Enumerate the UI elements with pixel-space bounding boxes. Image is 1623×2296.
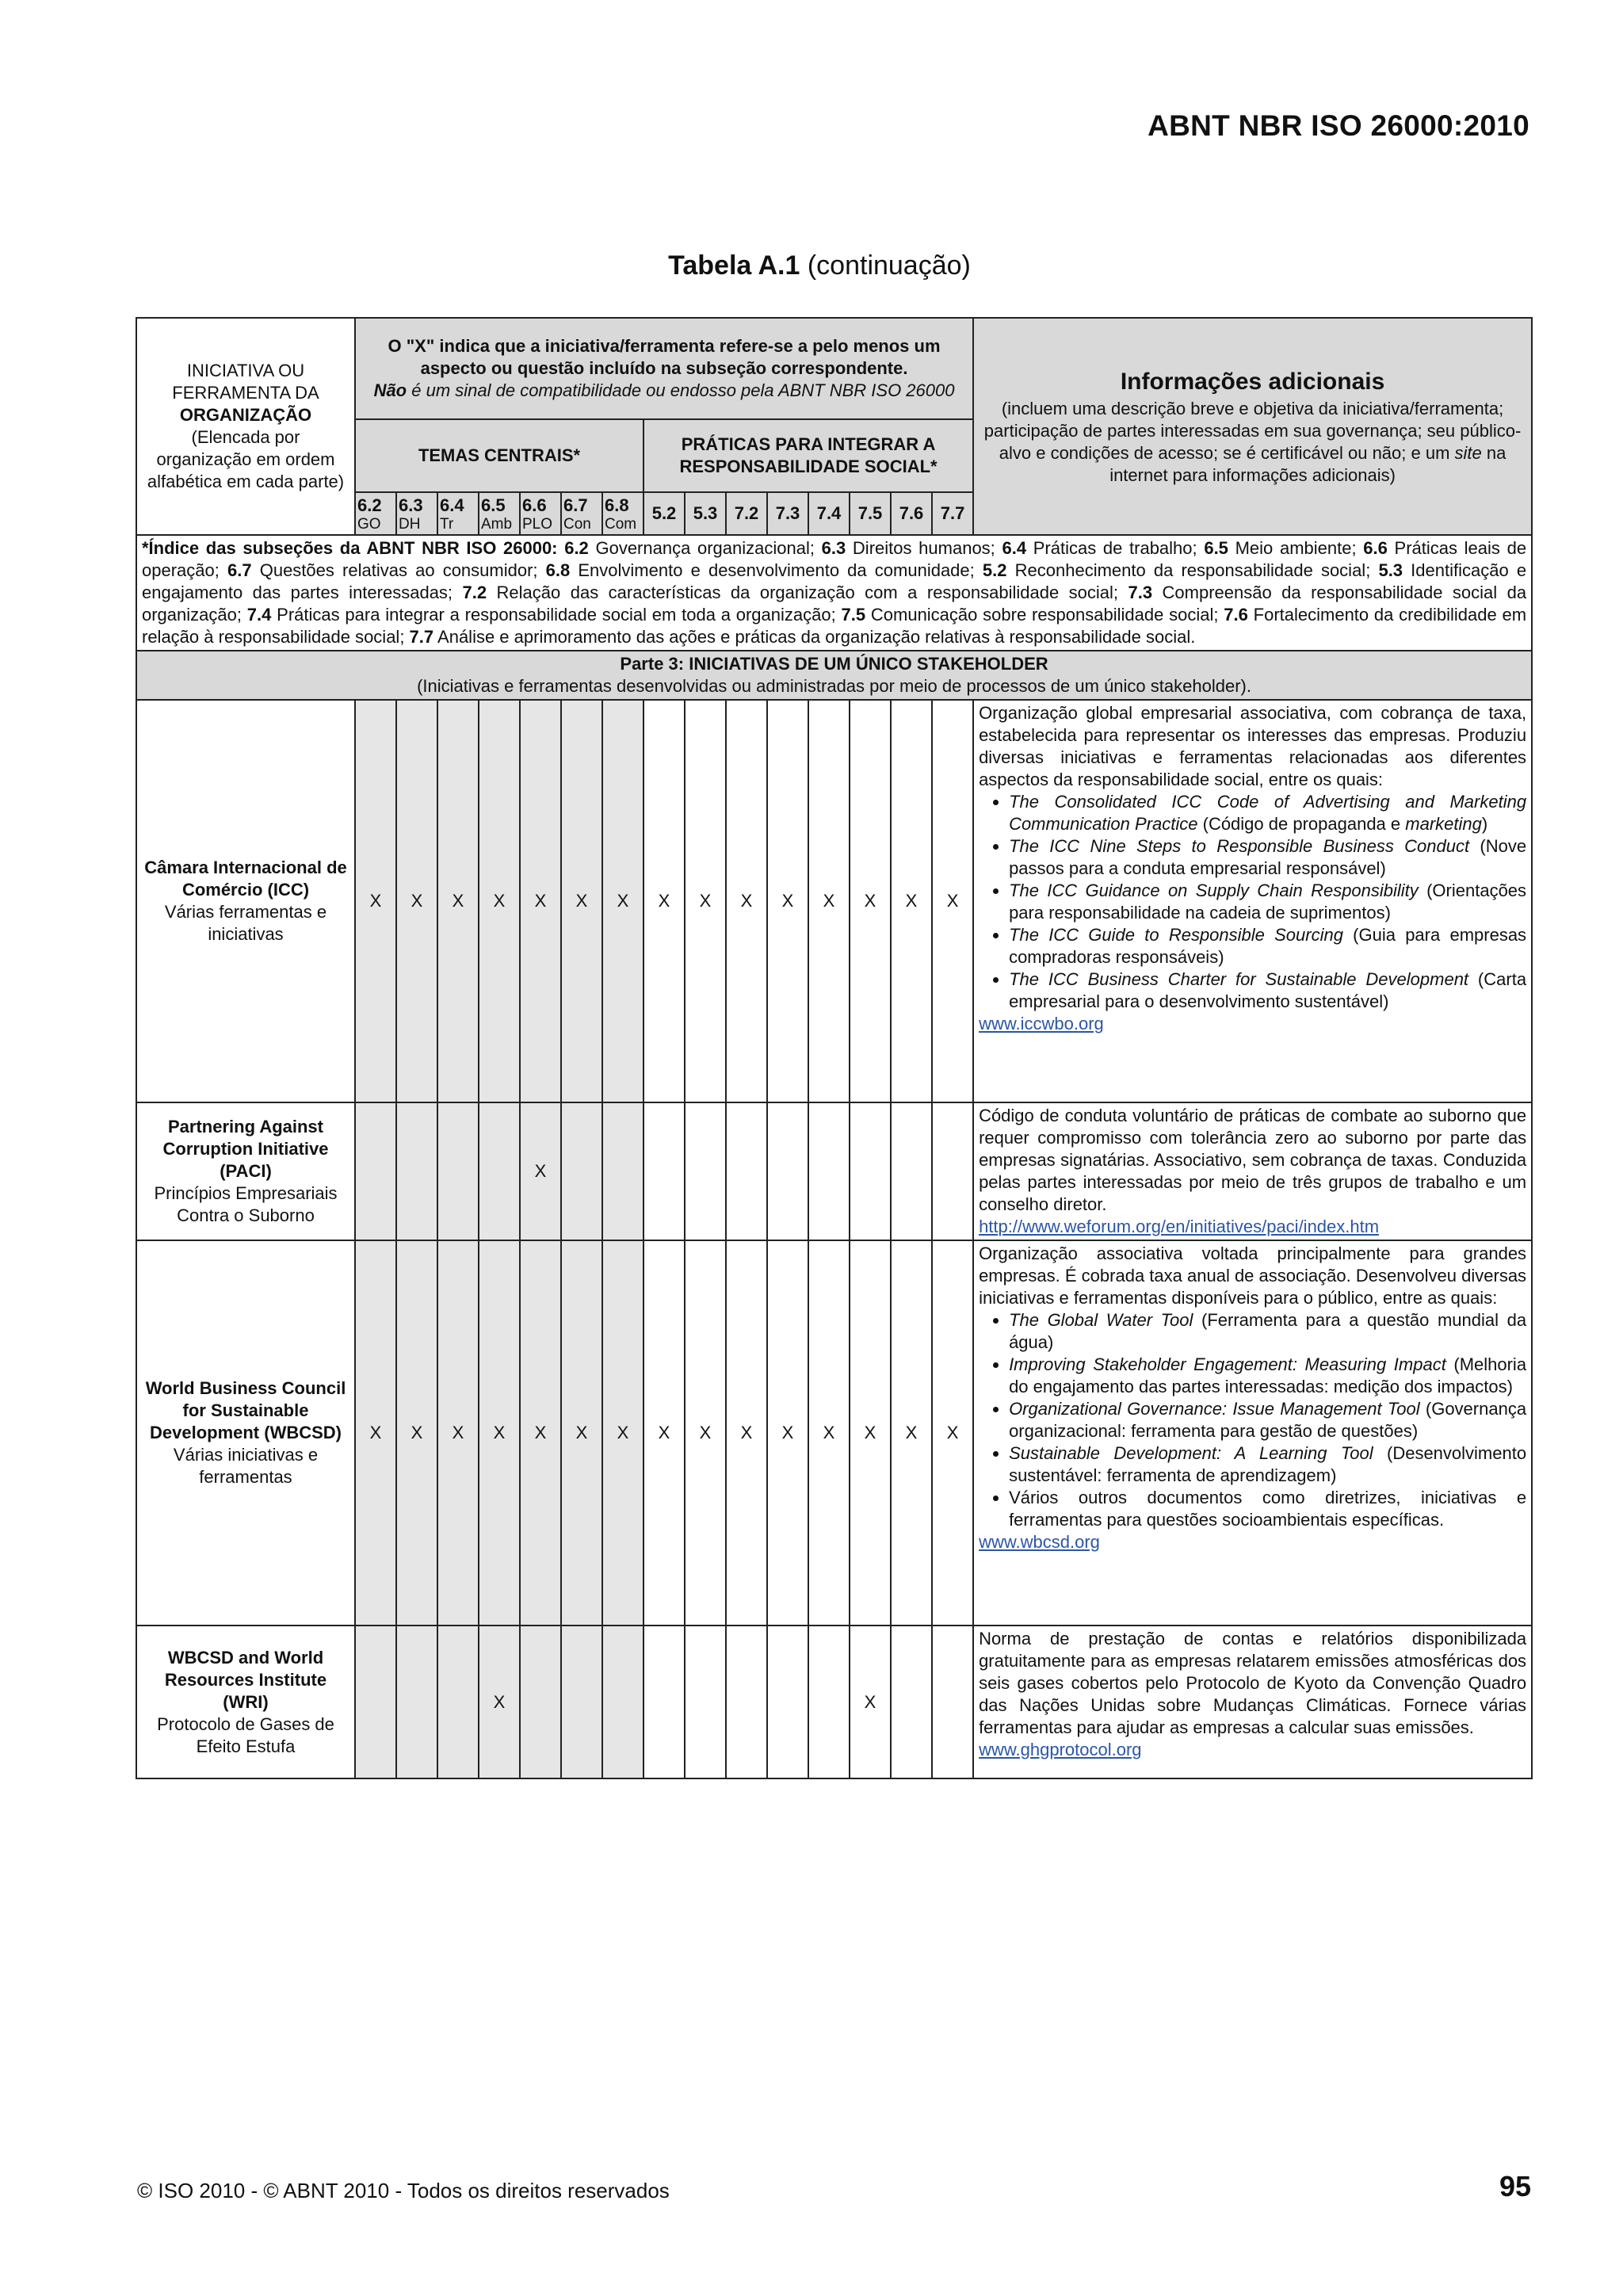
mark-cell: X bbox=[561, 700, 602, 1102]
organization-name: Câmara Internacional de Comércio (ICC) bbox=[144, 858, 347, 900]
footer-copyright: © ISO 2010 - © ABNT 2010 - Todos os direitos reservados bbox=[137, 2179, 670, 2202]
tool-name: The ICC Business Charter for Sustainable Development bbox=[1009, 969, 1469, 989]
mark-cell bbox=[561, 1102, 602, 1240]
legend-key: 6.4 bbox=[1002, 538, 1027, 558]
tool-name: Organizational Governance: Issue Management Tool bbox=[1009, 1399, 1420, 1419]
mark-cell bbox=[808, 1626, 850, 1778]
core-theme-number: 6.4 bbox=[440, 495, 464, 515]
description-cell bbox=[973, 1102, 1532, 1240]
tool-translation: (Carta empresarial para o desenvolvimento sustentável) bbox=[1009, 969, 1527, 1011]
praticas-header bbox=[643, 419, 973, 492]
website-link[interactable]: www.iccwbo.org bbox=[979, 1014, 1104, 1033]
legend-value: Direitos humanos; bbox=[846, 538, 1002, 558]
core-theme-code bbox=[396, 492, 437, 535]
x-legend-bold: O "X" indica que a iniciativa/ferramenta refere-se a pelo menos um aspecto ou questão incluído na subseção correspondente. bbox=[388, 336, 941, 378]
practice-code: 5.2 bbox=[643, 492, 685, 535]
core-theme-abbr: DH bbox=[399, 516, 421, 533]
list-item bbox=[1009, 924, 1526, 968]
tool-name: The ICC Nine Steps to Responsible Business Conduct bbox=[1009, 836, 1470, 856]
website-link[interactable]: www.ghgprotocol.org bbox=[979, 1740, 1142, 1759]
part-subtitle: (Iniciativas e ferramentas desenvolvidas ou administradas por meio de processos de um único stakeholder). bbox=[417, 676, 1251, 696]
legend-value: Práticas para integrar a responsabilidade social em toda a organização; bbox=[271, 605, 842, 625]
list-item bbox=[1009, 835, 1526, 880]
part-title: Parte 3: INICIATIVAS DE UM ÚNICO STAKEHOLDER bbox=[620, 654, 1048, 674]
mark-cell: X bbox=[643, 700, 685, 1102]
core-theme-abbr: Tr bbox=[440, 516, 454, 533]
mark-cell bbox=[561, 1626, 602, 1778]
mark-cell: X bbox=[685, 700, 726, 1102]
table-row bbox=[136, 1240, 1532, 1626]
info-text-end: na internet para informações adicionais) bbox=[1109, 443, 1507, 485]
tool-translation-italic: marketing bbox=[1405, 814, 1482, 834]
mark-cell bbox=[685, 1626, 726, 1778]
mark-cell: X bbox=[808, 1240, 850, 1626]
temas-centrais-header: TEMAS CENTRAIS* bbox=[355, 419, 643, 492]
mark-cell bbox=[479, 1102, 520, 1240]
core-theme-code bbox=[479, 492, 520, 535]
legend-value: Meio ambiente; bbox=[1228, 538, 1364, 558]
tool-list bbox=[979, 1309, 1526, 1531]
legend-value: Questões relativas ao consumidor; bbox=[251, 560, 546, 580]
initiative-header-line: ORGANIZAÇÃO bbox=[179, 405, 312, 425]
core-theme-code bbox=[355, 492, 396, 535]
core-theme-abbr: PLO bbox=[522, 516, 553, 533]
description-text: Organização global empresarial associativa, com cobrança de taxa, estabelecida para representar os interesses das empresas. Produziu diversas iniciativas e ferramentas relacionadas aos diferentes aspectos da responsabilidade social, entre os quais: bbox=[979, 703, 1527, 789]
mark-cell: X bbox=[726, 1240, 767, 1626]
mark-cell bbox=[643, 1626, 685, 1778]
description-cell bbox=[973, 1626, 1532, 1778]
mark-cell: X bbox=[891, 1240, 932, 1626]
table-row bbox=[136, 1626, 1532, 1778]
legend-value: Relação das características da organização com a responsabilidade social; bbox=[487, 583, 1128, 602]
core-theme-code bbox=[437, 492, 479, 535]
mark-cell bbox=[850, 1102, 891, 1240]
mark-cell: X bbox=[932, 700, 973, 1102]
legend-value: Práticas de trabalho; bbox=[1026, 538, 1205, 558]
tool-translation: Vários outros documentos como diretrizes, iniciativas e ferramentas para questões socioambientais específicas. bbox=[1009, 1488, 1527, 1530]
website-link[interactable]: http://www.weforum.org/en/initiatives/paci/index.htm bbox=[979, 1217, 1380, 1236]
x-legend-note bbox=[355, 318, 973, 419]
core-theme-abbr: GO bbox=[357, 516, 381, 533]
mark-cell: X bbox=[850, 1626, 891, 1778]
mark-cell bbox=[932, 1626, 973, 1778]
legend-key: 6.5 bbox=[1204, 538, 1228, 558]
organization-tool: Protocolo de Gases de Efeito Estufa bbox=[157, 1713, 334, 1756]
page-number: 95 bbox=[1499, 2170, 1531, 2202]
list-item bbox=[1009, 1442, 1526, 1487]
info-column-header bbox=[973, 318, 1532, 535]
praticas-line: PRÁTICAS PARA INTEGRAR A bbox=[681, 434, 936, 454]
tool-translation: (Governança organizacional: ferramenta para gestão de questões) bbox=[1009, 1399, 1527, 1441]
praticas-line: RESPONSABILIDADE SOCIAL* bbox=[679, 457, 938, 476]
list-item bbox=[1009, 1309, 1526, 1354]
tool-name: The Consolidated ICC Code of Advertising and Marketing Communication Practice bbox=[1009, 792, 1527, 834]
initiative-header-line: FERRAMENTA DA bbox=[172, 383, 319, 403]
mark-cell: X bbox=[437, 1240, 479, 1626]
list-item bbox=[1009, 1398, 1526, 1442]
mark-cell: X bbox=[932, 1240, 973, 1626]
mark-cell: X bbox=[808, 700, 850, 1102]
mark-cell: X bbox=[520, 1102, 561, 1240]
mark-cell: X bbox=[767, 1240, 808, 1626]
initiative-column-header bbox=[136, 318, 355, 535]
mark-cell bbox=[437, 1102, 479, 1240]
info-title: Informações adicionais bbox=[1120, 369, 1385, 395]
mark-cell bbox=[355, 1102, 396, 1240]
legend-value: Governança organizacional; bbox=[588, 538, 822, 558]
legend-value: Fortalecimento da credibilidade em relação à responsabilidade social; bbox=[142, 605, 1527, 647]
table-row bbox=[136, 700, 1532, 1102]
legend-key: 7.7 bbox=[409, 627, 434, 647]
description-cell bbox=[973, 700, 1532, 1102]
info-text-site: site bbox=[1454, 443, 1482, 463]
legend-value: Reconhecimento da responsabilidade social; bbox=[1006, 560, 1379, 580]
core-theme-number: 6.6 bbox=[522, 495, 547, 515]
mark-cell: X bbox=[520, 700, 561, 1102]
website-link[interactable]: www.wbcsd.org bbox=[979, 1532, 1100, 1552]
mark-cell bbox=[437, 1626, 479, 1778]
mark-cell: X bbox=[726, 700, 767, 1102]
mark-cell: X bbox=[602, 700, 643, 1102]
mark-cell bbox=[891, 1102, 932, 1240]
initiative-header-line: INICIATIVA OU bbox=[186, 361, 305, 380]
info-text: (incluem uma descrição breve e objetiva da iniciativa/ferramenta; participação de partes interessadas em sua governança; seu público-alvo e condições de acesso; se é certificável ou não; e um bbox=[983, 399, 1522, 463]
legend-key: 7.3 bbox=[1128, 583, 1153, 602]
mark-cell bbox=[355, 1626, 396, 1778]
mark-cell: X bbox=[355, 1240, 396, 1626]
organization-cell bbox=[136, 1626, 355, 1778]
legend-value: Compreensão da responsabilidade social da organização; bbox=[142, 583, 1527, 625]
core-theme-number: 6.2 bbox=[357, 495, 382, 515]
organization-name: World Business Council for Sustainable Development (WBCSD) bbox=[145, 1378, 346, 1442]
mark-cell: X bbox=[850, 700, 891, 1102]
legend-lead: *Índice das subseções da ABNT NBR ISO 26000: bbox=[142, 538, 558, 558]
table-title bbox=[0, 250, 1623, 281]
mark-cell: X bbox=[479, 1626, 520, 1778]
legend-key: 6.7 bbox=[227, 560, 252, 580]
tool-name: The Global Water Tool bbox=[1009, 1310, 1193, 1330]
organization-name: Partnering Against Corruption Initiative (PACI) bbox=[162, 1117, 329, 1181]
core-theme-code bbox=[520, 492, 561, 535]
mark-cell bbox=[685, 1102, 726, 1240]
legend-key: 5.2 bbox=[982, 560, 1007, 580]
organization-cell bbox=[136, 700, 355, 1102]
initiative-header-note: (Elencada por organização em ordem alfabética em cada parte) bbox=[147, 427, 345, 491]
legend-key: 7.5 bbox=[841, 605, 866, 625]
legend-key: 7.4 bbox=[246, 605, 272, 625]
mark-cell bbox=[396, 1626, 437, 1778]
table-title-rest: (continuação) bbox=[800, 250, 971, 281]
organization-cell bbox=[136, 1102, 355, 1240]
tool-translation: (Guia para empresas compradoras responsáveis) bbox=[1009, 925, 1527, 967]
mark-cell: X bbox=[355, 700, 396, 1102]
mark-cell: X bbox=[479, 700, 520, 1102]
mark-cell: X bbox=[891, 700, 932, 1102]
core-theme-abbr: Amb bbox=[481, 516, 513, 533]
mark-cell: X bbox=[850, 1240, 891, 1626]
mark-cell: X bbox=[767, 700, 808, 1102]
core-theme-number: 6.8 bbox=[605, 495, 629, 515]
initiatives-table bbox=[136, 317, 1533, 1779]
legend-value: Práticas leais de operação; bbox=[142, 538, 1527, 580]
description-text: Norma de prestação de contas e relatórios disponibilizada gratuitamente para as empresas relatarem emissões atmosféricas dos seis gases cobertos pelo Protocolo de Kyoto da Convenção Quadro das Nações Unidas sobre Mudanças Climáticas. Fornece várias ferramentas para ajudar as empresas a calcular suas emissões. bbox=[979, 1629, 1527, 1737]
mark-cell: X bbox=[685, 1240, 726, 1626]
legend-value: Comunicação sobre responsabilidade social; bbox=[865, 605, 1224, 625]
organization-name: WBCSD and World Resources Institute (WRI) bbox=[164, 1647, 327, 1712]
mark-cell bbox=[891, 1626, 932, 1778]
mark-cell: X bbox=[520, 1240, 561, 1626]
organization-tool: Princípios Empresariais Contra o Suborno bbox=[154, 1183, 338, 1225]
tool-translation: (Código de propaganda e bbox=[1197, 814, 1406, 834]
mark-cell: X bbox=[602, 1240, 643, 1626]
tool-name: The ICC Guidance on Supply Chain Responsibility bbox=[1009, 881, 1419, 900]
practice-code: 5.3 bbox=[685, 492, 726, 535]
description-cell bbox=[973, 1240, 1532, 1626]
tool-name: Improving Stakeholder Engagement: Measuring Impact bbox=[1009, 1354, 1446, 1374]
practice-code: 7.5 bbox=[850, 492, 891, 535]
tool-translation: (Orientações para responsabilidade na cadeia de suprimentos) bbox=[1009, 881, 1527, 923]
legend-key: 5.3 bbox=[1378, 560, 1403, 580]
mark-cell: X bbox=[561, 1240, 602, 1626]
mark-cell: X bbox=[643, 1240, 685, 1626]
tool-name: Sustainable Development: A Learning Tool bbox=[1009, 1443, 1373, 1463]
legend-value: Análise e aprimoramento das ações e práticas da organização relativas à responsabilidade social. bbox=[433, 627, 1196, 647]
legend-key: 6.6 bbox=[1363, 538, 1388, 558]
list-item bbox=[1009, 880, 1526, 924]
practice-code: 7.7 bbox=[932, 492, 973, 535]
mark-cell bbox=[932, 1102, 973, 1240]
subsection-legend bbox=[136, 535, 1532, 651]
standard-header: ABNT NBR ISO 26000:2010 bbox=[1148, 109, 1529, 142]
legend-key: 7.6 bbox=[1224, 605, 1248, 625]
legend-key: 6.3 bbox=[821, 538, 846, 558]
core-theme-number: 6.7 bbox=[563, 495, 588, 515]
practice-code: 7.3 bbox=[767, 492, 808, 535]
core-theme-code bbox=[561, 492, 602, 535]
tool-name: The ICC Guide to Responsible Sourcing bbox=[1009, 925, 1343, 945]
mark-cell bbox=[726, 1102, 767, 1240]
mark-cell bbox=[726, 1626, 767, 1778]
mark-cell bbox=[602, 1102, 643, 1240]
description-text: Código de conduta voluntário de práticas de combate ao suborno que requer compromisso com tolerância zero ao suborno por parte das empresas signatárias. Associativo, sem cobrança de taxas. Conduzida pelas partes interessadas por meio de três grupos de trabalho e um conselho diretor. bbox=[979, 1106, 1527, 1214]
mark-cell bbox=[767, 1626, 808, 1778]
list-item bbox=[1009, 968, 1526, 1013]
organization-cell bbox=[136, 1240, 355, 1626]
table-row bbox=[136, 1102, 1532, 1240]
part-header bbox=[136, 651, 1532, 700]
practice-code: 7.2 bbox=[726, 492, 767, 535]
mark-cell: X bbox=[396, 700, 437, 1102]
organization-tool: Várias ferramentas e iniciativas bbox=[164, 902, 327, 944]
legend-value: Identificação e engajamento das partes interessadas; bbox=[142, 560, 1527, 602]
core-theme-abbr: Con bbox=[563, 516, 591, 533]
list-item bbox=[1009, 1354, 1526, 1398]
core-theme-number: 6.3 bbox=[399, 495, 423, 515]
list-item bbox=[1009, 791, 1526, 835]
tool-translation-end: ) bbox=[1481, 814, 1488, 834]
core-theme-number: 6.5 bbox=[481, 495, 506, 515]
x-legend-italic: é um sinal de compatibilidade ou endosso pela ABNT NBR ISO 26000 bbox=[407, 380, 955, 400]
mark-cell bbox=[643, 1102, 685, 1240]
description-text: Organização associativa voltada principalmente para grandes empresas. É cobrada taxa anual de associação. Desenvolveu diversas iniciativas e ferramentas disponíveis para o público, entre as quais: bbox=[979, 1244, 1527, 1308]
practice-code: 7.6 bbox=[891, 492, 932, 535]
tool-translation: (Desenvolvimento sustentável: ferramenta de aprendizagem) bbox=[1009, 1443, 1527, 1485]
core-theme-code bbox=[602, 492, 643, 535]
x-legend-nao: Não bbox=[373, 380, 407, 400]
tool-translation: (Ferramenta para a questão mundial da água) bbox=[1009, 1310, 1527, 1352]
mark-cell bbox=[520, 1626, 561, 1778]
organization-tool: Várias iniciativas e ferramentas bbox=[173, 1445, 319, 1487]
mark-cell bbox=[396, 1102, 437, 1240]
core-theme-abbr: Com bbox=[605, 516, 637, 533]
table-title-bold: Tabela A.1 bbox=[668, 250, 800, 281]
tool-list bbox=[979, 791, 1526, 1013]
legend-key: 6.2 bbox=[564, 538, 589, 558]
mark-cell: X bbox=[479, 1240, 520, 1626]
mark-cell: X bbox=[437, 700, 479, 1102]
list-item bbox=[1009, 1487, 1526, 1531]
tool-translation: (Melhoria do engajamento das partes interessadas: medição dos impactos) bbox=[1009, 1354, 1527, 1396]
legend-key: 7.2 bbox=[462, 583, 487, 602]
mark-cell bbox=[808, 1102, 850, 1240]
practice-code: 7.4 bbox=[808, 492, 850, 535]
mark-cell bbox=[767, 1102, 808, 1240]
legend-key: 6.8 bbox=[545, 560, 571, 580]
tool-translation: (Nove passos para a conduta empresarial responsável) bbox=[1009, 836, 1527, 878]
mark-cell bbox=[602, 1626, 643, 1778]
legend-value: Envolvimento e desenvolvimento da comunidade; bbox=[570, 560, 983, 580]
mark-cell: X bbox=[396, 1240, 437, 1626]
